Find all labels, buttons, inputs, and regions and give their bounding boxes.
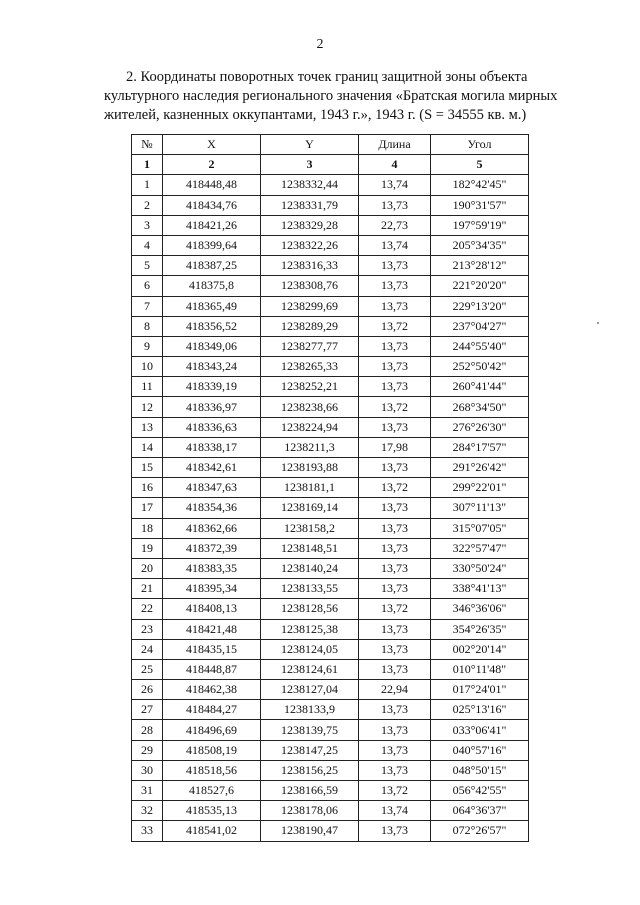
angle-cell: 017°24'01" (431, 680, 529, 700)
table-row (132, 336, 529, 356)
y-coordinate-cell: 1238238,66 (261, 397, 359, 417)
y-coordinate-cell: 1238265,33 (261, 357, 359, 377)
heading-line-3: жителей, казненных оккупантами, 1943 г.», 1943 г. (S = 34555 кв. м.) (104, 107, 527, 123)
x-coordinate-cell: 418421,48 (163, 619, 261, 639)
table-row (132, 417, 529, 437)
x-coordinate-cell: 418375,8 (163, 276, 261, 296)
angle-cell: 048°50'15" (431, 760, 529, 780)
length-cell: 13,73 (359, 498, 431, 518)
y-coordinate-cell: 1238156,25 (261, 760, 359, 780)
angle-cell: 229°13'20" (431, 296, 529, 316)
section-heading (104, 68, 578, 125)
y-coordinate-cell: 1238316,33 (261, 256, 359, 276)
table-row (132, 821, 529, 841)
point-number-cell: 5 (132, 256, 163, 276)
length-cell: 13,73 (359, 619, 431, 639)
x-coordinate-cell: 418349,06 (163, 336, 261, 356)
angle-cell: 315°07'05" (431, 518, 529, 538)
y-coordinate-cell: 1238331,79 (261, 195, 359, 215)
angle-cell: 299°22'01" (431, 478, 529, 498)
y-coordinate-cell: 1238181,1 (261, 478, 359, 498)
column-number: 5 (431, 155, 529, 175)
table-row (132, 639, 529, 659)
length-cell: 13,74 (359, 175, 431, 195)
point-number-cell: 27 (132, 700, 163, 720)
x-coordinate-cell: 418365,49 (163, 296, 261, 316)
length-cell: 13,73 (359, 821, 431, 841)
coordinates-table (131, 134, 529, 842)
y-coordinate-cell: 1238133,55 (261, 579, 359, 599)
y-coordinate-cell: 1238224,94 (261, 417, 359, 437)
angle-cell: 322°57'47" (431, 538, 529, 558)
table-row (132, 377, 529, 397)
x-coordinate-cell: 418395,34 (163, 579, 261, 599)
table-row (132, 296, 529, 316)
heading-line-2: культурного наследия регионального значения «Братская могила мирных (104, 88, 558, 104)
angle-cell: 346°36'06" (431, 599, 529, 619)
y-coordinate-cell: 1238158,2 (261, 518, 359, 538)
table-row (132, 195, 529, 215)
y-coordinate-cell: 1238166,59 (261, 781, 359, 801)
length-cell: 22,73 (359, 215, 431, 235)
point-number-cell: 25 (132, 659, 163, 679)
length-cell: 13,73 (359, 639, 431, 659)
table-row (132, 538, 529, 558)
length-cell: 13,73 (359, 518, 431, 538)
x-coordinate-cell: 418399,64 (163, 235, 261, 255)
length-cell: 13,73 (359, 558, 431, 578)
header-number: № (132, 135, 163, 155)
header-angle: Угол (431, 135, 529, 155)
x-coordinate-cell: 418347,63 (163, 478, 261, 498)
y-coordinate-cell: 1238308,76 (261, 276, 359, 296)
y-coordinate-cell: 1238329,28 (261, 215, 359, 235)
x-coordinate-cell: 418484,27 (163, 700, 261, 720)
column-number-row (132, 155, 529, 175)
length-cell: 13,73 (359, 336, 431, 356)
table-row (132, 235, 529, 255)
table-body (132, 175, 529, 841)
column-number: 2 (163, 155, 261, 175)
x-coordinate-cell: 418339,19 (163, 377, 261, 397)
length-cell: 13,72 (359, 599, 431, 619)
y-coordinate-cell: 1238193,88 (261, 458, 359, 478)
x-coordinate-cell: 418435,15 (163, 639, 261, 659)
angle-cell: 010°11'48" (431, 659, 529, 679)
column-number: 1 (132, 155, 163, 175)
length-cell: 13,73 (359, 659, 431, 679)
angle-cell: 190°31'57" (431, 195, 529, 215)
y-coordinate-cell: 1238124,61 (261, 659, 359, 679)
point-number-cell: 13 (132, 417, 163, 437)
point-number-cell: 16 (132, 478, 163, 498)
table-row (132, 175, 529, 195)
point-number-cell: 31 (132, 781, 163, 801)
y-coordinate-cell: 1238252,21 (261, 377, 359, 397)
angle-cell: 237°04'27" (431, 316, 529, 336)
y-coordinate-cell: 1238289,29 (261, 316, 359, 336)
angle-cell: 182°42'45" (431, 175, 529, 195)
x-coordinate-cell: 418336,63 (163, 417, 261, 437)
point-number-cell: 19 (132, 538, 163, 558)
y-coordinate-cell: 1238133,9 (261, 700, 359, 720)
table-row (132, 680, 529, 700)
length-cell: 13,73 (359, 579, 431, 599)
x-coordinate-cell: 418527,6 (163, 781, 261, 801)
x-coordinate-cell: 418434,76 (163, 195, 261, 215)
angle-cell: 064°36'37" (431, 801, 529, 821)
point-number-cell: 23 (132, 619, 163, 639)
x-coordinate-cell: 418362,66 (163, 518, 261, 538)
x-coordinate-cell: 418448,87 (163, 659, 261, 679)
angle-cell: 291°26'42" (431, 458, 529, 478)
point-number-cell: 17 (132, 498, 163, 518)
point-number-cell: 15 (132, 458, 163, 478)
angle-cell: 025°13'16" (431, 700, 529, 720)
angle-cell: 040°57'16" (431, 740, 529, 760)
x-coordinate-cell: 418387,25 (163, 256, 261, 276)
length-cell: 17,98 (359, 437, 431, 457)
angle-cell: 197°59'19" (431, 215, 529, 235)
table-row (132, 256, 529, 276)
column-number: 3 (261, 155, 359, 175)
table-row (132, 740, 529, 760)
x-coordinate-cell: 418448,48 (163, 175, 261, 195)
x-coordinate-cell: 418343,24 (163, 357, 261, 377)
point-number-cell: 20 (132, 558, 163, 578)
point-number-cell: 1 (132, 175, 163, 195)
column-number: 4 (359, 155, 431, 175)
length-cell: 13,73 (359, 417, 431, 437)
length-cell: 13,73 (359, 357, 431, 377)
table-row (132, 276, 529, 296)
length-cell: 13,72 (359, 316, 431, 336)
y-coordinate-cell: 1238140,24 (261, 558, 359, 578)
header-y: Y (261, 135, 359, 155)
angle-cell: 268°34'50" (431, 397, 529, 417)
x-coordinate-cell: 418408,13 (163, 599, 261, 619)
point-number-cell: 28 (132, 720, 163, 740)
table-header-row (132, 135, 529, 155)
length-cell: 13,74 (359, 235, 431, 255)
point-number-cell: 22 (132, 599, 163, 619)
length-cell: 22,94 (359, 680, 431, 700)
x-coordinate-cell: 418541,02 (163, 821, 261, 841)
point-number-cell: 9 (132, 336, 163, 356)
table-row (132, 437, 529, 457)
point-number-cell: 30 (132, 760, 163, 780)
angle-cell: 307°11'13" (431, 498, 529, 518)
angle-cell: 244°55'40" (431, 336, 529, 356)
angle-cell: 338°41'13" (431, 579, 529, 599)
angle-cell: 330°50'24" (431, 558, 529, 578)
x-coordinate-cell: 418518,56 (163, 760, 261, 780)
x-coordinate-cell: 418342,61 (163, 458, 261, 478)
page-number: 2 (316, 37, 324, 52)
table-row (132, 720, 529, 740)
point-number-cell: 11 (132, 377, 163, 397)
x-coordinate-cell: 418372,39 (163, 538, 261, 558)
table-row (132, 760, 529, 780)
y-coordinate-cell: 1238299,69 (261, 296, 359, 316)
angle-cell: 033°06'41" (431, 720, 529, 740)
length-cell: 13,74 (359, 801, 431, 821)
table-row (132, 458, 529, 478)
table-row (132, 579, 529, 599)
point-number-cell: 21 (132, 579, 163, 599)
table-row (132, 659, 529, 679)
length-cell: 13,73 (359, 296, 431, 316)
point-number-cell: 14 (132, 437, 163, 457)
table-row (132, 781, 529, 801)
heading-line-1: 2. Координаты поворотных точек границ защитной зоны объекта (126, 69, 528, 85)
table-row (132, 599, 529, 619)
point-number-cell: 18 (132, 518, 163, 538)
angle-cell: 276°26'30" (431, 417, 529, 437)
length-cell: 13,73 (359, 538, 431, 558)
point-number-cell: 3 (132, 215, 163, 235)
angle-cell: 056°42'55" (431, 781, 529, 801)
point-number-cell: 10 (132, 357, 163, 377)
y-coordinate-cell: 1238125,38 (261, 619, 359, 639)
y-coordinate-cell: 1238190,47 (261, 821, 359, 841)
table-row (132, 316, 529, 336)
y-coordinate-cell: 1238178,06 (261, 801, 359, 821)
y-coordinate-cell: 1238332,44 (261, 175, 359, 195)
angle-cell: 284°17'57" (431, 437, 529, 457)
length-cell: 13,73 (359, 700, 431, 720)
point-number-cell: 33 (132, 821, 163, 841)
y-coordinate-cell: 1238128,56 (261, 599, 359, 619)
header-x: X (163, 135, 261, 155)
table-row (132, 700, 529, 720)
y-coordinate-cell: 1238211,3 (261, 437, 359, 457)
point-number-cell: 29 (132, 740, 163, 760)
x-coordinate-cell: 418462,38 (163, 680, 261, 700)
x-coordinate-cell: 418336,97 (163, 397, 261, 417)
x-coordinate-cell: 418356,52 (163, 316, 261, 336)
y-coordinate-cell: 1238124,05 (261, 639, 359, 659)
x-coordinate-cell: 418496,69 (163, 720, 261, 740)
x-coordinate-cell: 418535,13 (163, 801, 261, 821)
angle-cell: 213°28'12" (431, 256, 529, 276)
table-row (132, 397, 529, 417)
point-number-cell: 32 (132, 801, 163, 821)
table-row (132, 357, 529, 377)
table-row (132, 478, 529, 498)
angle-cell: 260°41'44" (431, 377, 529, 397)
point-number-cell: 8 (132, 316, 163, 336)
table-row (132, 518, 529, 538)
y-coordinate-cell: 1238322,26 (261, 235, 359, 255)
length-cell: 13,72 (359, 781, 431, 801)
length-cell: 13,73 (359, 458, 431, 478)
length-cell: 13,73 (359, 377, 431, 397)
y-coordinate-cell: 1238169,14 (261, 498, 359, 518)
angle-cell: 072°26'57" (431, 821, 529, 841)
length-cell: 13,72 (359, 478, 431, 498)
x-coordinate-cell: 418421,26 (163, 215, 261, 235)
y-coordinate-cell: 1238147,25 (261, 740, 359, 760)
table-row (132, 558, 529, 578)
length-cell: 13,73 (359, 720, 431, 740)
point-number-cell: 24 (132, 639, 163, 659)
point-number-cell: 12 (132, 397, 163, 417)
y-coordinate-cell: 1238277,77 (261, 336, 359, 356)
length-cell: 13,72 (359, 397, 431, 417)
header-length: Длина (359, 135, 431, 155)
point-number-cell: 4 (132, 235, 163, 255)
length-cell: 13,73 (359, 276, 431, 296)
point-number-cell: 7 (132, 296, 163, 316)
angle-cell: 205°34'35" (431, 235, 529, 255)
table-row (132, 619, 529, 639)
table-row (132, 498, 529, 518)
angle-cell: 221°20'20" (431, 276, 529, 296)
angle-cell: 354°26'35" (431, 619, 529, 639)
x-coordinate-cell: 418354,36 (163, 498, 261, 518)
length-cell: 13,73 (359, 760, 431, 780)
length-cell: 13,73 (359, 256, 431, 276)
length-cell: 13,73 (359, 195, 431, 215)
point-number-cell: 6 (132, 276, 163, 296)
length-cell: 13,73 (359, 740, 431, 760)
point-number-cell: 26 (132, 680, 163, 700)
table-row (132, 215, 529, 235)
scan-speck (597, 322, 599, 324)
x-coordinate-cell: 418508,19 (163, 740, 261, 760)
angle-cell: 002°20'14" (431, 639, 529, 659)
point-number-cell: 2 (132, 195, 163, 215)
x-coordinate-cell: 418338,17 (163, 437, 261, 457)
y-coordinate-cell: 1238127,04 (261, 680, 359, 700)
y-coordinate-cell: 1238148,51 (261, 538, 359, 558)
y-coordinate-cell: 1238139,75 (261, 720, 359, 740)
x-coordinate-cell: 418383,35 (163, 558, 261, 578)
table-row (132, 801, 529, 821)
angle-cell: 252°50'42" (431, 357, 529, 377)
